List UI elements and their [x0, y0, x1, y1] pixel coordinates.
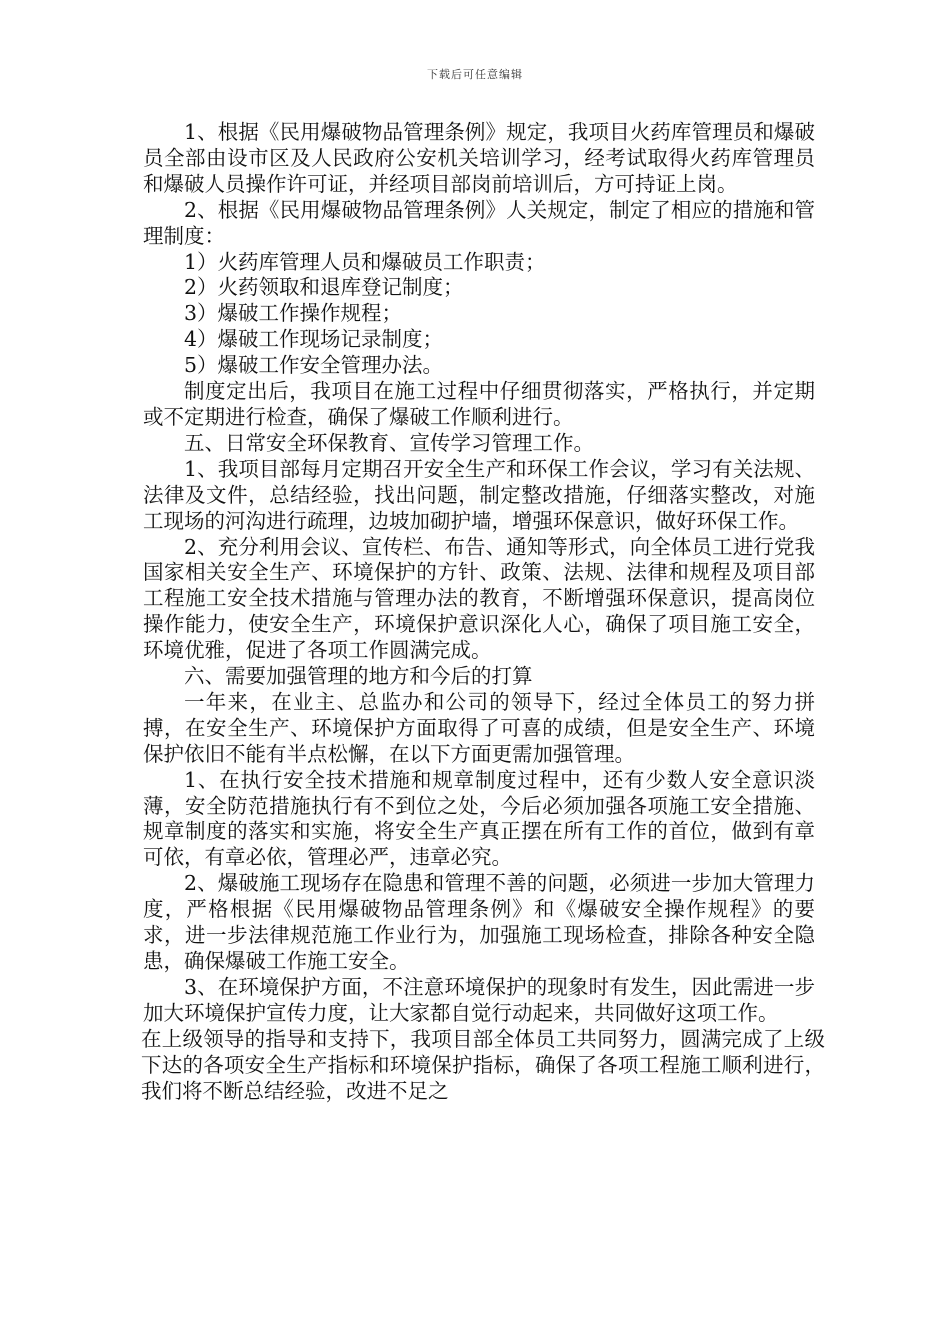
- paragraph-year-summary: 一年来，在业主、总监办和公司的领导下，经过全体员工的努力拼搏，在安全生产、环境保护方面取得了可喜的成绩，但是安全生产、环境保护依旧不能有半点松懈，在以下方面更需加强管理。: [143, 689, 815, 766]
- section-heading-five: 五、日常安全环保教育、宣传学习管理工作。: [184, 430, 594, 455]
- list-item-procedures: 3）爆破工作操作规程；: [184, 301, 403, 326]
- list-item-safety-management: 5）爆破工作安全管理办法。: [184, 353, 444, 378]
- list-item-registration: 2）火药领取和退库登记制度；: [184, 275, 464, 300]
- paragraph-measures-intro: 2、根据《民用爆破物品管理条例》人关规定，制定了相应的措施和管理制度：: [143, 197, 815, 248]
- paragraph-publicity: 2、充分利用会议、宣传栏、布告、通知等形式，向全体员工进行党我国家相关安全生产、环境保护的方针、政策、法规、法律和规程及项目部工程施工安全技术措施与管理办法的教育，不断增强环保意识，提高岗位操作能力，使安全生产，环境保护意识深化人心，确保了项目施工安全，环境优雅，促进了各项工作圆满完成。: [143, 534, 815, 663]
- paragraph-implementation: 制度定出后，我项目在施工过程中仔细贯彻落实，严格执行，并定期或不定期进行检查，确保了爆破工作顺利进行。: [143, 379, 815, 429]
- paragraph-monthly-meetings: 1、我项目部每月定期召开安全生产和环保工作会议，学习有关法规、法律及文件，总结经验，找出问题，制定整改措施，仔细落实整改，对施工现场的河沟进行疏理，边坡加砌护墙，增强环保意识，做好环保工作。: [143, 456, 815, 533]
- page-header-note: 下载后可任意编辑: [427, 68, 523, 81]
- paragraph-conclusion: 在上级领导的指导和支持下，我项目部全体员工共同努力，圆满完成了上级下达的各项安全生产指标和环境保护指标，确保了各项工程施工顺利进行，我们将不断总结经验，改进不足之: [141, 1026, 825, 1103]
- paragraph-improvement-three: 3、在环境保护方面，不注意环境保护的现象时有发生，因此需进一步加大环境保护宣传力度，让大家都自觉行动起来，共同做好这项工作。: [143, 974, 815, 1025]
- list-item-duties: 1）火药库管理人员和爆破员工作职责；: [184, 249, 546, 274]
- paragraph-improvement-two: 2、爆破施工现场存在隐患和管理不善的问题，必须进一步加大管理力度，严格根据《民用爆破物品管理条例》和《爆破安全操作规程》的要求，进一步法律规范施工作业行为，加强施工现场检查，排除各种安全隐患，确保爆破工作施工安全。: [143, 871, 815, 973]
- list-item-site-records: 4）爆破工作现场记录制度；: [184, 327, 444, 352]
- paragraph-explosives-regulation-staff: 1、根据《民用爆破物品管理条例》规定，我项目火药库管理员和爆破员全部由设市区及人民政府公安机关培训学习，经考试取得火药库管理员和爆破人员操作许可证，并经项目部岗前培训后，方可持证上岗。: [143, 120, 815, 196]
- section-heading-six: 六、需要加强管理的地方和今后的打算: [184, 664, 533, 689]
- paragraph-improvement-one: 1、在执行安全技术措施和规章制度过程中，还有少数人安全意识淡薄，安全防范措施执行有不到位之处，今后必须加强各项施工安全措施、规章制度的落实和实施，将安全生产真正摆在所有工作的首位，做到有章可依，有章必依，管理必严，违章必究。: [143, 767, 815, 870]
- document-body: [141, 120, 825, 1104]
